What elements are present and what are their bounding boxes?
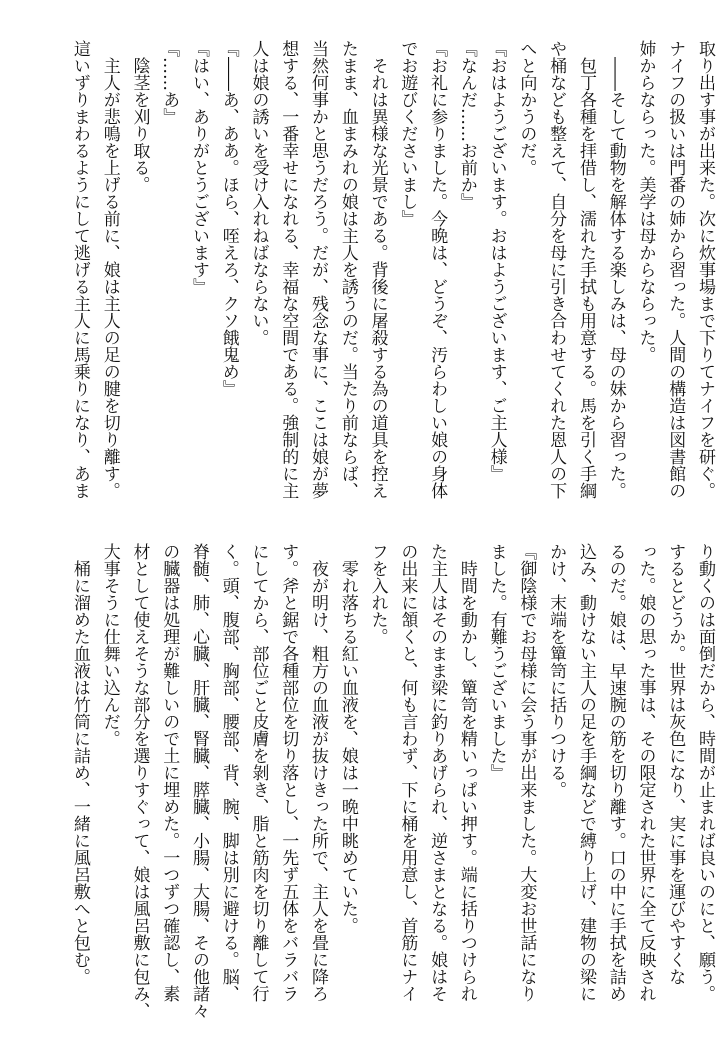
text-column: り動くのは面倒だから、時間が止まれば良いのにと、願う。 bbox=[695, 543, 715, 1002]
text-column: ナイフの扱いは門番の姉から習った。人間の構造は図書館の bbox=[665, 40, 686, 499]
text-column: 『御陰様でお母様に会う事が出来ました。大変お世話になり bbox=[516, 543, 537, 1002]
text-column: 時間を動かし、簞笥を精いっぱい押す。端に括りつけられ bbox=[456, 543, 477, 1002]
text-column: 『はい、ありがとうございます』 bbox=[188, 40, 209, 295]
text-column: 零れ落ちる紅い血液を、娘は一晩中眺めていた。 bbox=[337, 543, 358, 934]
text-column: にしてから、部位ごと皮膚を剝き、脂と筋肉を切り離して行 bbox=[248, 543, 269, 1002]
text-column: 『なんだ……お前か』 bbox=[456, 40, 477, 210]
text-column: 這いずりまわるようにして逃げる主人に馬乗りになり、あま bbox=[69, 40, 90, 499]
upper-text-block bbox=[64, 40, 719, 518]
text-column: でお遊びくださいまし』 bbox=[397, 40, 418, 227]
text-column: 材として使えそうな部分を選りすぐって、娘は風呂敷に包み、 bbox=[129, 543, 150, 1019]
text-column: へと向かうのだ。 bbox=[516, 40, 537, 176]
text-column: 『……あ』 bbox=[159, 40, 180, 125]
text-column: するとどうか。世界は灰色になり、実に事を運びやすくな bbox=[665, 543, 686, 985]
text-column: 想する、一番幸せになれる、幸福な空間である。強制的に主 bbox=[278, 40, 299, 499]
text-column: それは異様な光景である。背後に屠殺する為の道具を控え bbox=[367, 40, 388, 499]
text-column: ――そして動物を解体する楽しみは、母の妹から習った。 bbox=[605, 40, 626, 499]
text-column: ました。有難うございました』 bbox=[486, 543, 507, 781]
text-column: フを入れた。 bbox=[367, 543, 388, 645]
text-column: 脊髄、肺、心臓、肝臓、腎臓、膵臓、小腸、大腸、その他諸々 bbox=[188, 543, 209, 1019]
text-column: 夜が明け、粗方の血液が抜けきった所で、主人を畳に降ろ bbox=[308, 543, 329, 1002]
text-column: 主人が悲鳴を上げる前に、娘は主人の足の腱を切り離す。 bbox=[99, 40, 120, 499]
text-column: 『お礼に参りました。今晩は、どうぞ、汚らわしい娘の身体 bbox=[427, 40, 448, 499]
text-column: の臓器は処理が難しいので土に埋めた。一つずつ確認し、素 bbox=[159, 543, 180, 1002]
text-column: 姉からならった。美学は母からならった。 bbox=[635, 40, 656, 363]
text-column: 『――あ、ああ。ほら、咥えろ、クソ餓鬼め』 bbox=[218, 40, 239, 397]
text-column: 込み、動けない主人の足を手綱などで縛り上げ、建物の梁に bbox=[575, 543, 596, 1002]
text-column: 陰茎を刈り取る。 bbox=[129, 40, 150, 193]
text-column: や桶なども整えて、自分を母に引き合わせてくれた恩人の下 bbox=[546, 40, 567, 499]
text-column: 当然何事かと思うだろう。だが、残念な事に、ここは娘が夢 bbox=[308, 40, 329, 499]
text-column: の出来に頷くと、何も言わず、下に桶を用意し、首筋にナイ bbox=[397, 543, 418, 1002]
text-column: 大事そうに仕舞い込んだ。 bbox=[99, 543, 120, 747]
text-column: 包丁各種を拝借し、濡れた手拭も用意する。馬を引く手綱 bbox=[575, 40, 596, 499]
text-column: た主人はそのまま梁に釣りあげられ、逆さまとなる。娘はそ bbox=[427, 543, 448, 1002]
text-column: 取り出す事が出来た。次に炊事場まで下りてナイフを研ぐ。 bbox=[695, 40, 715, 499]
text-column: るのだ。娘は、早速腕の筋を切り離す。口の中に手拭を詰め bbox=[605, 543, 626, 1002]
text-column: 人は娘の誘いを受け入れねばならない。 bbox=[248, 40, 269, 346]
text-column: かけ、末端を簞笥に括りつける。 bbox=[546, 543, 567, 798]
text-column: す。斧と鋸で各種部位を切り落とし、一先ず五体をバラバラ bbox=[278, 543, 299, 1002]
text-column: 桶に溜めた血液は竹筒に詰め、一緒に風呂敷へと包む。 bbox=[69, 543, 90, 985]
text-column: 『おはようございます。おはようございます、ご主人様』 bbox=[486, 40, 507, 482]
text-column: く。頭、腹部、胸部、腰部、背、腕、脚は別に避ける。脳、 bbox=[218, 543, 239, 1002]
text-column: たまま、血まみれの娘は主人を誘うのだ。当たり前ならば、 bbox=[337, 40, 358, 499]
lower-text-block bbox=[64, 543, 719, 1021]
text-column: った。娘の思った事は、その限定された世界に全て反映され bbox=[635, 543, 656, 1002]
